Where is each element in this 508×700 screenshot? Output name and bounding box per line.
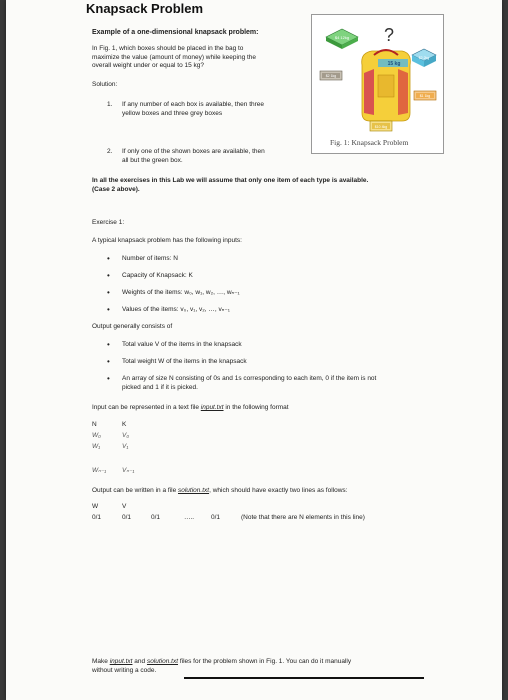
sentence-part: in the following format [223,404,289,411]
input-format-v1: V₁ [122,443,129,450]
outputs-intro: Output generally consists of [92,323,173,330]
question-mark: ? [384,25,395,45]
input-format-w0: W₀ [92,432,101,439]
example-heading: Example of a one-dimensional knapsack problem: [92,29,259,36]
yellow-box-label: $10 4kg [374,125,388,129]
assumption-line: (Case 2 above). [92,185,140,193]
solution-2-text [122,148,312,165]
bag-capacity-label: 15 kg [387,61,401,67]
blue-box-label: $2 2kg [418,56,430,60]
input-format-w1: W₁ [92,443,101,450]
output-item [122,375,452,392]
orange-box-icon [414,91,436,100]
exercise-heading: Exercise 1: [92,219,125,226]
page-title: Knapsack Problem [86,1,204,16]
output-item: • Total value V of the items in the knapsack [122,341,242,350]
input-item: • Number of items: N [122,255,178,264]
output-bit: 0/1 [92,514,102,521]
green-box-icon [326,29,358,49]
output-file-sentence [92,487,347,496]
input-item: • Values of the items: v₀, v₁, v₂, …, vₙ₋₁ [122,306,230,315]
solution-line: If only one of the shown boxes are available, then [122,148,265,155]
knapsack-illustration [312,15,443,137]
final-instruction [92,658,442,675]
green-box-label: $4 12kg [334,35,350,40]
input-item: • Weights of the items: w₀, w₁, w₂, …, wₙ₋₁ [122,289,240,298]
sentence-part: Input can be represented in a text file [92,404,201,411]
input-file-link: input.txt [200,404,224,411]
sentence-part: Make [92,658,110,665]
input-item: • Capacity of Knapsack: K [122,272,193,281]
output-format-W: W [92,503,99,510]
intro-line: maximize the value (amount of money) while keeping the [92,53,257,61]
input-format-wn: Wₙ₋₁ [92,467,107,474]
output-bit: 0/1 [151,514,161,521]
sentence-part: and [132,658,147,665]
solution-line: yellow boxes and three grey boxes [122,109,223,117]
output-bit: 0/1 [211,514,221,521]
orange-box-label: $1 1kg [419,94,431,98]
solution-1-text [122,101,312,118]
output-file-link: solution.txt [178,487,210,494]
output-line: picked and 1 if it is picked. [122,383,198,391]
final-line-2: without writing a code. [92,666,157,674]
input-file-sentence [92,404,289,413]
figure-caption: Fig. 1: Knapsack Problem [330,138,409,147]
intro-line: overall weight under or equal to 15 kg? [92,62,205,69]
output-item: • Total weight W of the items in the knapsack [122,358,247,367]
inputs-intro: A typical knapsack problem has the following inputs: [92,237,242,244]
solution-line: all but the green box. [122,156,183,164]
final-line-1 [92,658,442,667]
sentence-part: Output can be written in a file [92,487,178,494]
sentence-part: files for the problem shown in Fig. 1. You can do it manually [178,658,352,665]
backpack-icon [362,50,411,121]
grey-box-label: $2 1kg [325,74,337,78]
intro-paragraph [92,45,307,71]
answer-line [184,677,424,679]
grey-box-icon [320,71,342,80]
yellow-box-icon [370,121,392,131]
assumption-note [92,177,442,194]
input-format-N: N [92,421,97,428]
input-format-v0: V₀ [122,432,130,439]
assumption-line: In all the exercises in this Lab we will assume that only one item of each type is available. [92,177,369,184]
sentence-part: , which should have exactly two lines as follows: [209,487,348,494]
output-note: (Note that there are N elements in this line) [241,514,365,521]
solution-1-number: 1. [107,101,113,108]
output-format-V: V [122,503,127,510]
knapsack-figure [311,14,444,154]
solution-file-link: solution.txt [146,658,179,665]
blue-box-icon [412,49,436,67]
output-bit: 0/1 [122,514,132,521]
input-format-vn: Vₙ₋₁ [122,467,135,474]
input-format-K: K [122,421,127,428]
input-file-link: input.txt [109,658,133,665]
output-line: • An array of size N consisting of 0s and 1s corresponding to each item, 0 if the item is not [122,375,377,382]
solution-label: Solution: [92,81,118,88]
intro-line: In Fig. 1, which boxes should be placed in the bag to [92,45,244,52]
document-page [6,0,502,700]
output-ellipsis: ….. [184,514,195,521]
solution-line: If any number of each box is available, then three [122,101,265,108]
solution-2-number: 2. [107,148,113,155]
